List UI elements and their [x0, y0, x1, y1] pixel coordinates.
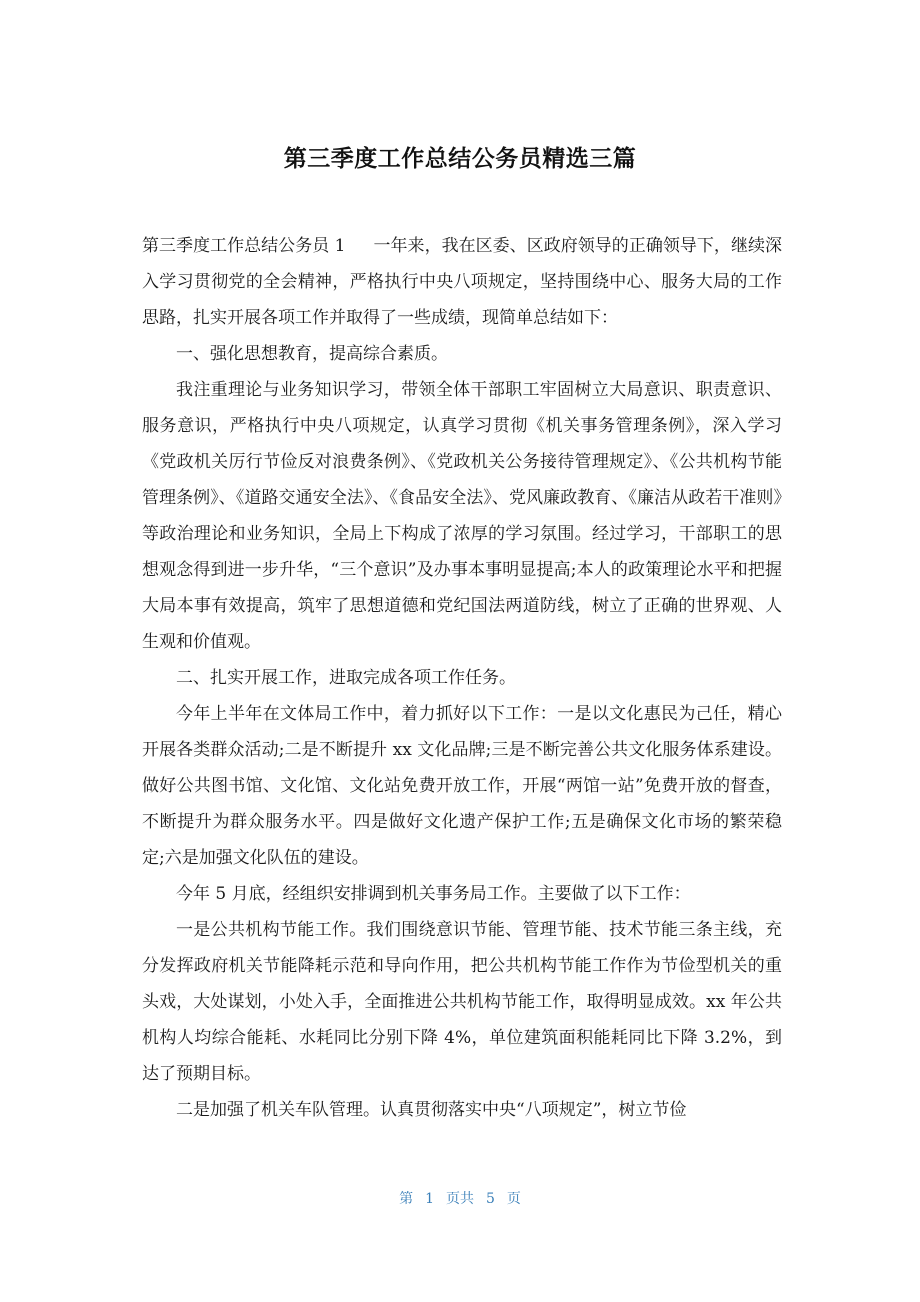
paragraph-1 [142, 228, 782, 336]
document-body [142, 228, 782, 1128]
footer-total-pages: 5 [486, 1191, 495, 1207]
paragraph-lead: 第三季度工作总结公务员 1 [142, 236, 346, 256]
page-footer [0, 1188, 920, 1208]
paragraph-2: 一、强化思想教育，提高综合素质。 [176, 344, 448, 364]
footer-label-page: 第 [399, 1191, 414, 1207]
paragraph-6: 今年 5 月底，经组织安排调到机关事务局工作。主要做了以下工作： [176, 884, 691, 904]
paragraph-8: 二是加强了机关车队管理。认真贯彻落实中央“八项规定”，树立节俭 [176, 1100, 687, 1120]
footer-current-page: 1 [425, 1191, 434, 1207]
footer-label-of: 页共 [446, 1191, 474, 1207]
paragraph-text: 一年来，我在区委、区政府领导的正确领导下，继续深入学习贯彻党的全会精神，严格执行中央八项规定，坚持围绕中心、服务大局的工作思路，扎实开展各项工作并取得了一些成绩，现简单总结如下： [142, 236, 782, 328]
footer-label-end: 页 [506, 1191, 521, 1207]
paragraph-7: 一是公共机构节能工作。我们围绕意识节能、管理节能、技术节能三条主线，充分发挥政府机关节能降耗示范和导向作用，把公共机构节能工作作为节俭型机关的重头戏，大处谋划，小处入手，全面推进公共机构节能工作，取得明显成效。xx 年公共机构人均综合能耗、水耗同比分别下降 4%，单位建筑面积能耗同比下降 3.2%，到达了预期目标。 [142, 920, 782, 1084]
paragraph-4: 二、扎实开展工作，进取完成各项工作任务。 [176, 668, 516, 688]
paragraph-3: 我注重理论与业务知识学习，带领全体干部职工牢固树立大局意识、职责意识、服务意识，严格执行中央八项规定，认真学习贯彻《机关事务管理条例》，深入学习《党政机关厉行节俭反对浪费条例》、《党政机关公务接待管理规定》、《公共机构节能管理条例》、《道路交通安全法》、《食品安全法》、党风廉政教育、《廉洁从政若干准则》等政治理论和业务知识，全局上下构成了浓厚的学习氛围。经过学习，干部职工的思想观念得到进一步升华，“三个意识”及办事本事明显提高;本人的政策理论水平和把握大局本事有效提高，筑牢了思想道德和党纪国法两道防线，树立了正确的世界观、人生观和价值观。 [142, 380, 782, 652]
paragraph-5: 今年上半年在文体局工作中，着力抓好以下工作：一是以文化惠民为己任，精心开展各类群众活动;二是不断提升 xx 文化品牌;三是不断完善公共文化服务体系建设。做好公共图书馆、文化馆、文化站免费开放工作，开展“两馆一站”免费开放的督查，不断提升为群众服务水平。四是做好文化遗产保护工作;五是确保文化市场的繁荣稳定;六是加强文化队伍的建设。 [142, 704, 782, 868]
document-title: 第三季度工作总结公务员精选三篇 [283, 146, 637, 172]
